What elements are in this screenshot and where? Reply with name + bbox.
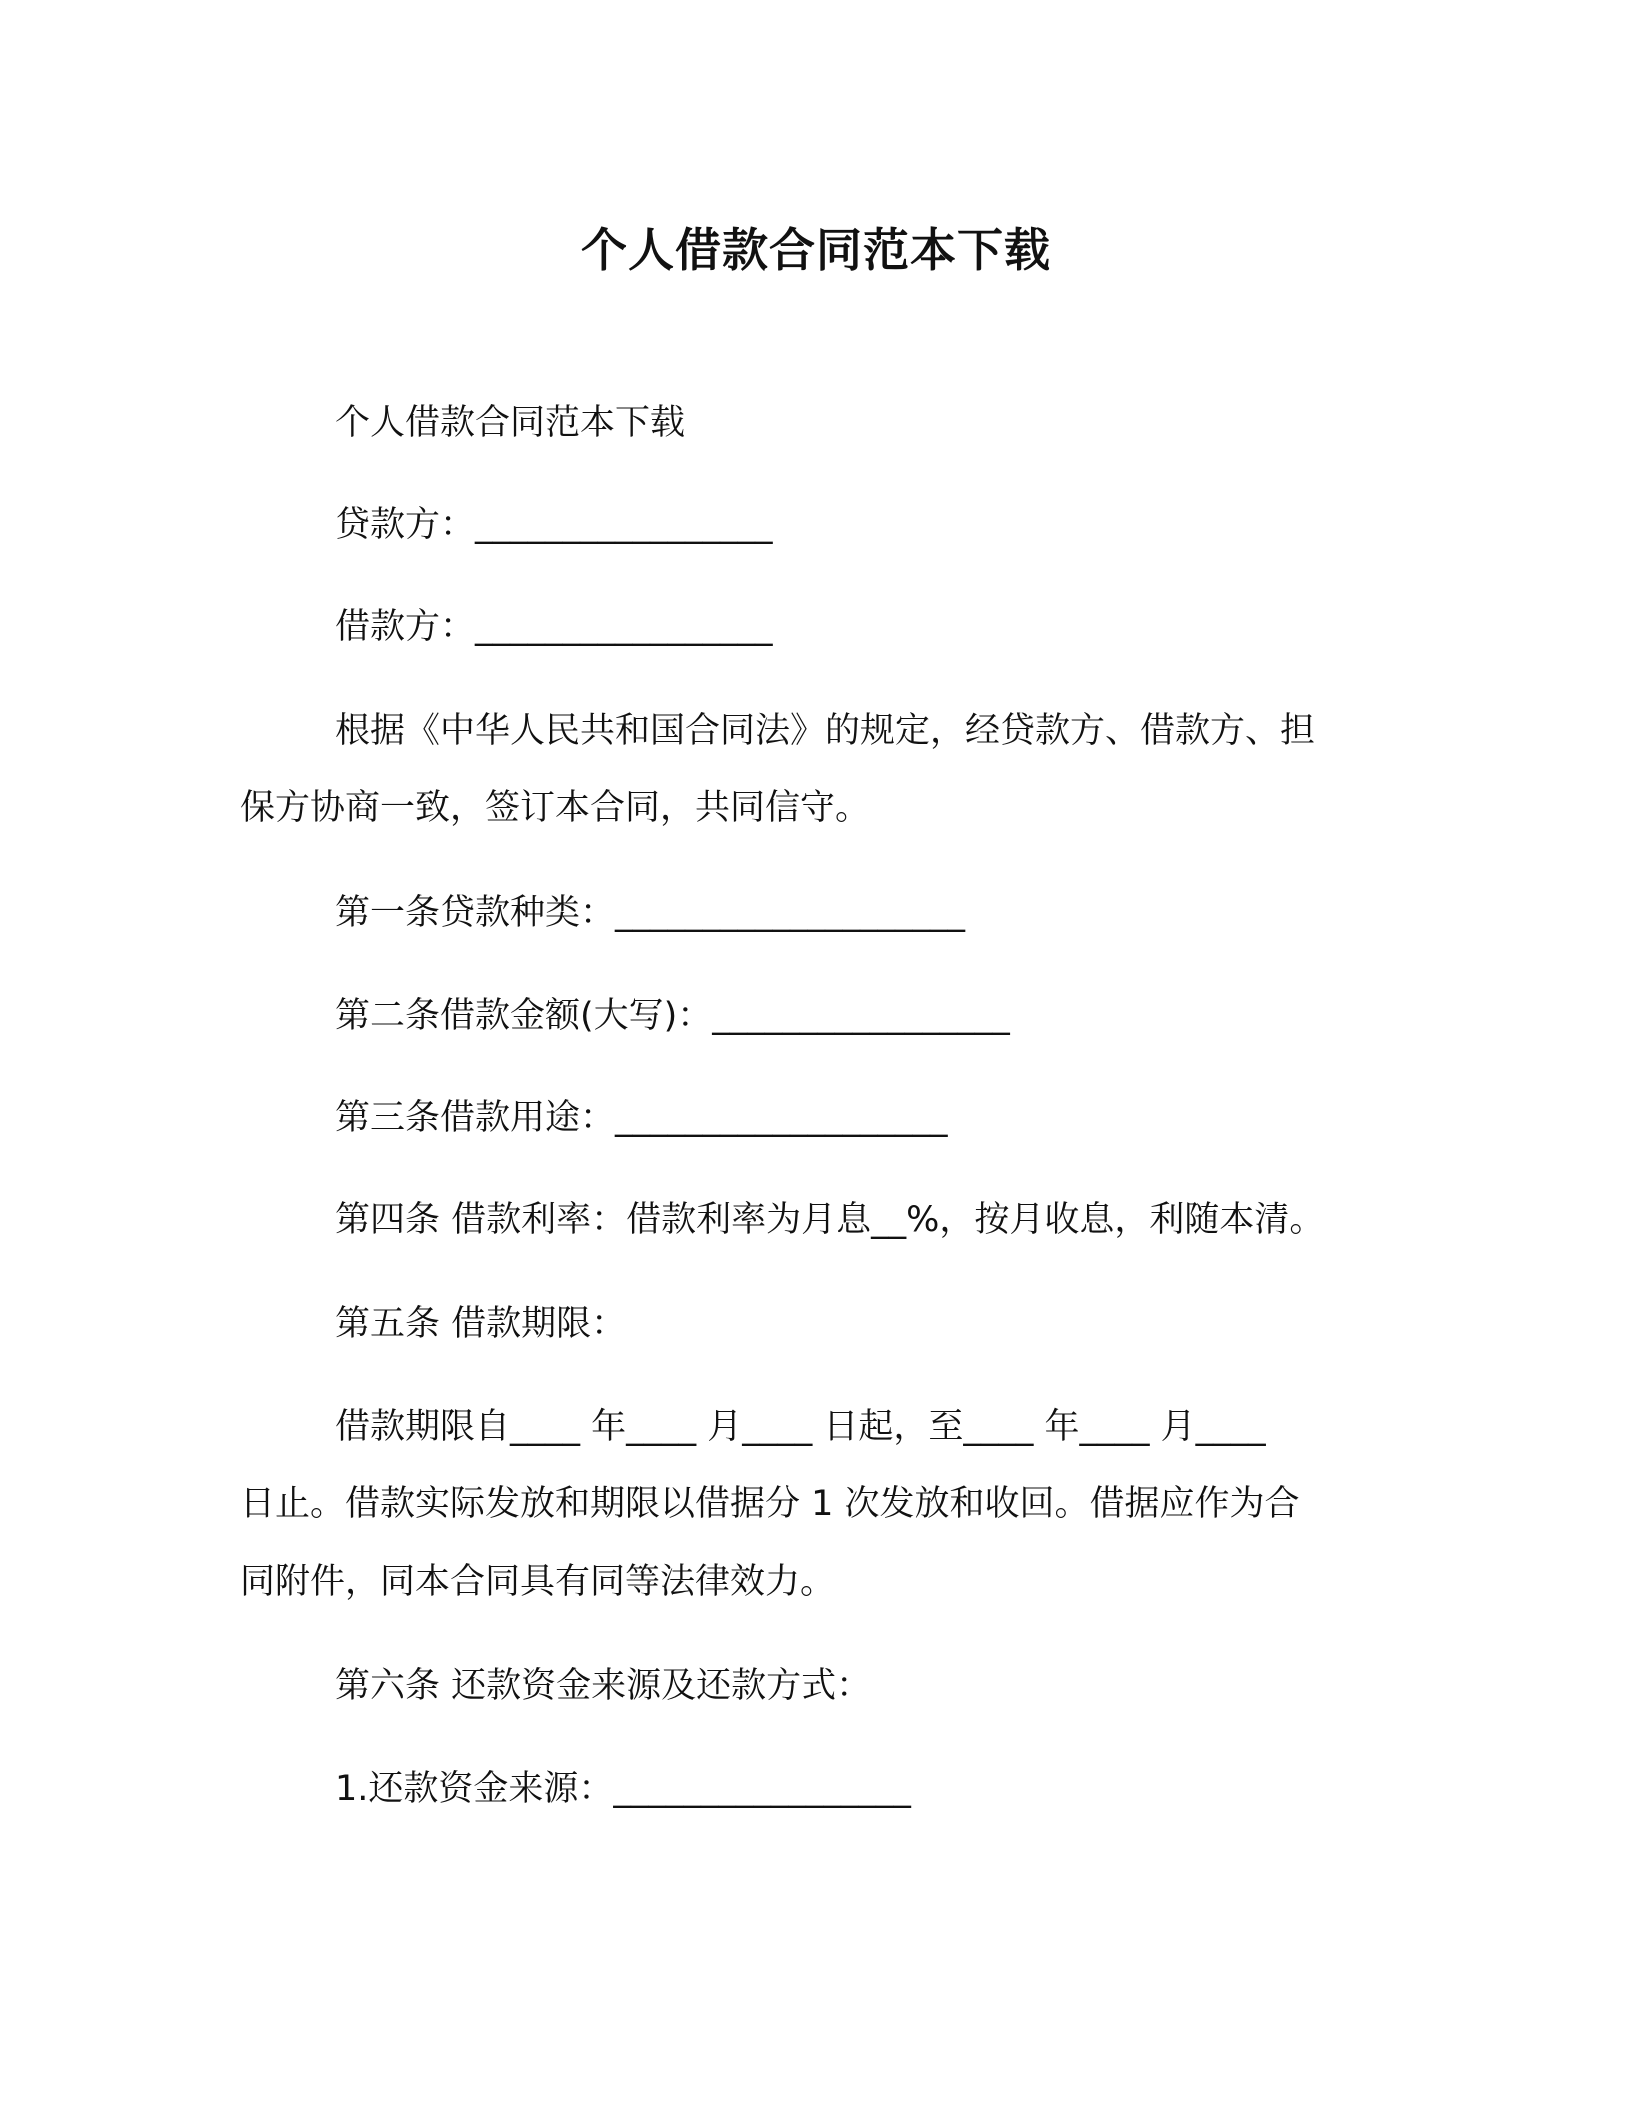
article-5-line-3: 同附件，同本合同具有同等法律效力。 <box>240 1562 836 1602</box>
article-2-line: 第二条借款金额(大写)：_________________ <box>335 996 1010 1036</box>
article-6-heading: 第六条 还款资金来源及还款方式： <box>335 1666 872 1706</box>
subtitle-line: 个人借款合同范本下载 <box>335 403 686 443</box>
borrower-line: 借款方：_________________ <box>335 607 773 647</box>
article-6-item-1: 1.还款资金来源：_________________ <box>335 1769 911 1809</box>
document-title: 个人借款合同范本下载 <box>581 223 1051 277</box>
article-4-line: 第四条 借款利率：借款利率为月息__%，按月收息，利随本清。 <box>335 1200 1325 1240</box>
preamble-line-1: 根据《中华人民共和国合同法》的规定，经贷款方、借款方、担 <box>335 711 1316 751</box>
article-5-line-1: 借款期限自____ 年____ 月____ 日起，至____ 年____ 月____ <box>335 1407 1266 1447</box>
article-5-heading: 第五条 借款期限： <box>335 1304 627 1344</box>
article-3-line: 第三条借款用途：___________________ <box>335 1098 948 1138</box>
preamble-line-2: 保方协商一致，签订本合同，共同信守。 <box>240 788 871 828</box>
article-5-line-2: 日止。借款实际发放和期限以借据分 1 次发放和收回。借据应作为合 <box>240 1484 1300 1524</box>
lender-line: 贷款方：_________________ <box>335 505 773 545</box>
article-1-line: 第一条贷款种类：____________________ <box>335 893 966 933</box>
